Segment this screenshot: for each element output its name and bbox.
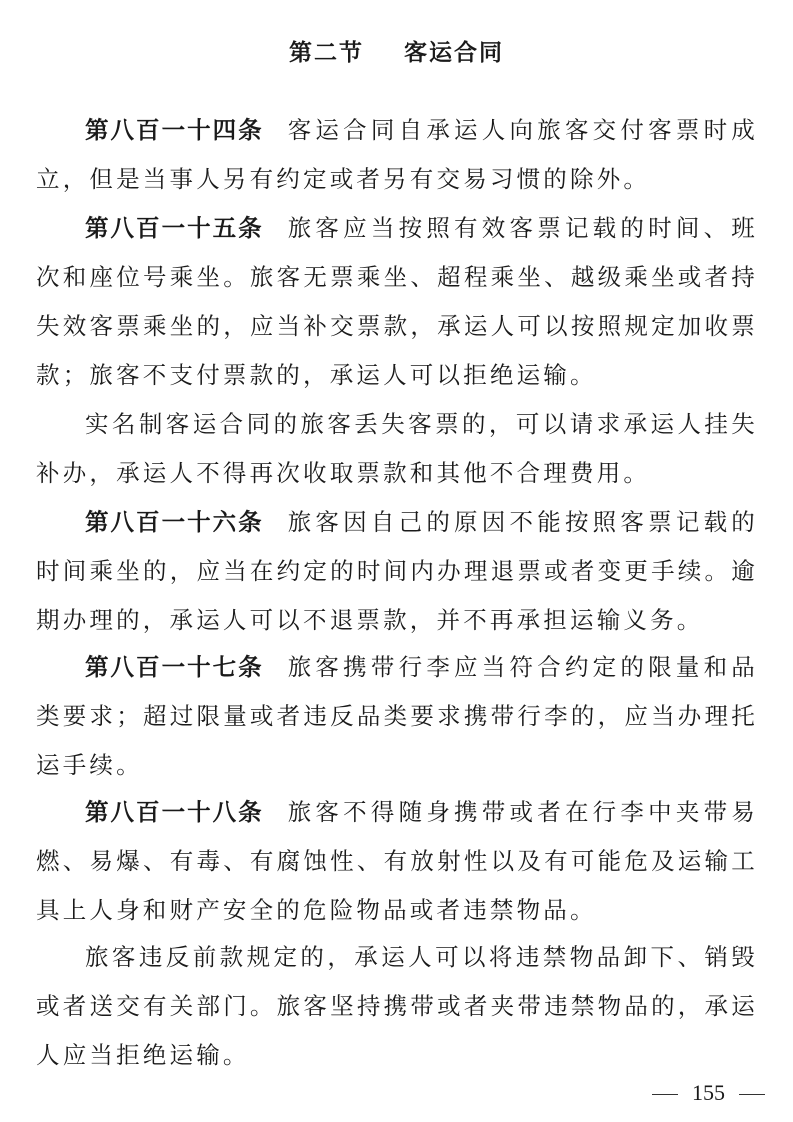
page-number: [638, 1080, 779, 1106]
article-text: 旅客携带行李应当符合约定的限量和品类要求；超过限量或者违反品类要求携带行李的，应当办理托运手续。: [36, 653, 759, 779]
article-text: 旅客因自己的原因不能按照客票记载的时间乘坐的，应当在约定的时间内办理退票或者变更手续。逾期办理的，承运人可以不退票款，并不再承担运输义务。: [36, 508, 759, 634]
article-814: [36, 106, 758, 204]
dash-left: [652, 1094, 678, 1095]
article-815: [36, 204, 758, 400]
article-number: 第八百一十四条: [85, 116, 264, 144]
article-text: 客运合同自承运人向旅客交付客票时成立，但是当事人另有约定或者另有交易习惯的除外。: [36, 116, 759, 193]
article-text: 旅客不得随身携带或者在行李中夹带易燃、易爆、有毒、有腐蚀性、有放射性以及有可能危及运输工具上人身和财产安全的危险物品或者违禁物品。: [36, 798, 759, 924]
article-number: 第八百一十七条: [85, 653, 264, 681]
article-817: [36, 643, 758, 790]
article-818-para-2: [36, 933, 758, 1080]
article-number: 第八百一十五条: [85, 214, 264, 242]
article-text: 旅客应当按照有效客票记载的时间、班次和座位号乘坐。旅客无票乘坐、超程乘坐、越级乘坐或者持失效客票乘坐的，应当补交票款，承运人可以按照规定加收票款；旅客不支付票款的，承运人可以拒绝运输。: [36, 214, 759, 389]
article-818: [36, 788, 758, 935]
paragraph-text: 旅客违反前款规定的，承运人可以将违禁物品卸下、销毁或者送交有关部门。旅客坚持携带或者夹带违禁物品的，承运人应当拒绝运输。: [36, 943, 758, 1069]
paragraph-text: 实名制客运合同的旅客丢失客票的，可以请求承运人挂失补办，承运人不得再次收取票款和其他不合理费用。: [36, 410, 758, 487]
dash-right: [739, 1094, 765, 1095]
page-number-value: 155: [692, 1080, 725, 1105]
article-number: 第八百一十六条: [85, 508, 264, 536]
article-815-para-2: [36, 400, 758, 498]
article-816: [36, 498, 758, 645]
article-number: 第八百一十八条: [85, 798, 264, 826]
section-title: 第二节 客运合同: [288, 40, 505, 66]
